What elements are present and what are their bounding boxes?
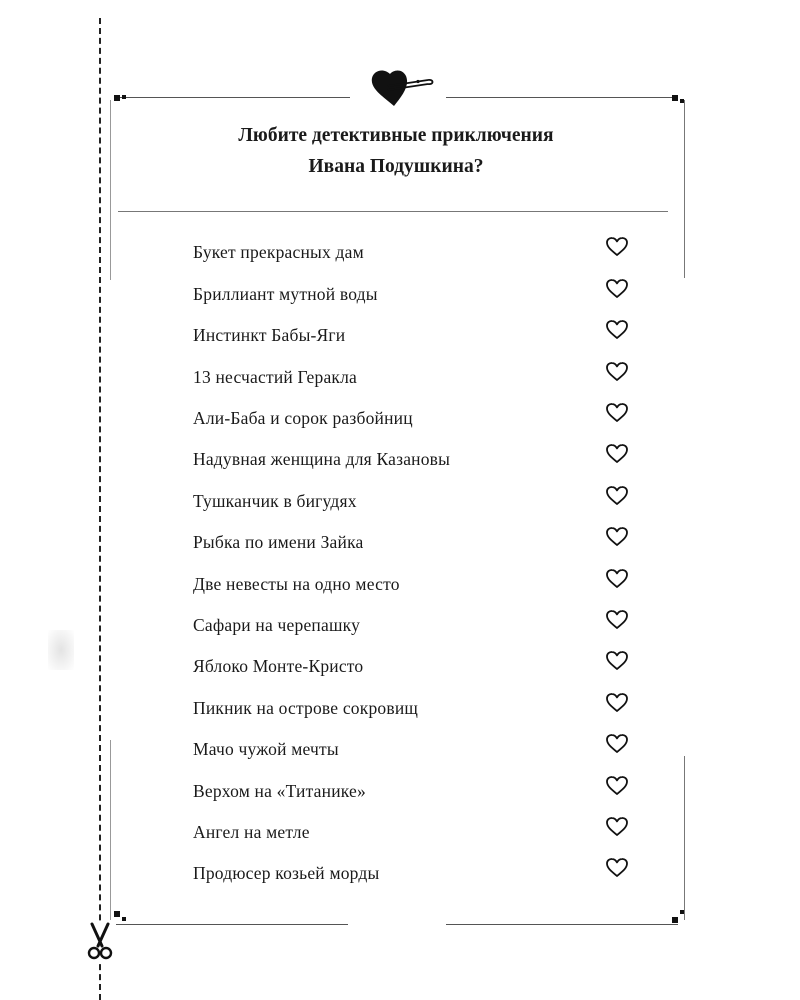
book-title: Букет прекрасных дам <box>193 242 364 262</box>
title-line-2: Ивана Подушкина? <box>308 156 484 177</box>
frame-border-left-lower <box>110 740 111 920</box>
heart-outline-icon[interactable] <box>605 733 629 755</box>
list-item <box>193 236 633 266</box>
list-item <box>193 775 633 805</box>
book-title: Пикник на острове сокровищ <box>193 698 419 718</box>
book-title: Сафари на черепашку <box>193 615 361 635</box>
book-title: Бриллиант мутной воды <box>193 284 378 304</box>
corner-ornament <box>122 917 126 921</box>
book-title: 13 несчастий Геракла <box>193 367 358 387</box>
frame-border-bottom-right <box>446 924 678 925</box>
title-divider <box>118 211 668 212</box>
book-title: Верхом на «Титанике» <box>193 781 366 801</box>
heart-outline-icon[interactable] <box>605 485 629 507</box>
frame-border-left-upper <box>110 100 111 280</box>
corner-ornament <box>114 911 120 917</box>
list-item <box>193 485 633 515</box>
corner-ornament <box>680 99 684 103</box>
list-item <box>193 857 633 887</box>
frame-border-top-right <box>446 97 678 98</box>
corner-ornament <box>672 95 678 101</box>
cut-line <box>99 18 101 1000</box>
heart-with-safety-pin-icon <box>368 64 438 110</box>
frame-border-right-lower <box>684 756 685 920</box>
heart-outline-icon[interactable] <box>605 278 629 300</box>
title-line-1: Любите детективные приключения <box>238 125 554 146</box>
book-title: Инстинкт Бабы-Яги <box>193 325 346 345</box>
heart-outline-icon[interactable] <box>605 775 629 797</box>
book-title: Мачо чужой мечты <box>193 739 339 759</box>
book-title: Продюсер козьей морды <box>193 863 380 883</box>
frame-border-right-upper <box>684 100 685 278</box>
heart-outline-icon[interactable] <box>605 816 629 838</box>
frame-border-bottom-left <box>116 924 348 925</box>
book-title: Надувная женщина для Казановы <box>193 449 451 469</box>
scissors-icon <box>84 922 116 962</box>
heart-outline-icon[interactable] <box>605 857 629 879</box>
book-title: Али-Баба и сорок разбойниц <box>193 408 413 428</box>
heart-outline-icon[interactable] <box>605 650 629 672</box>
list-item <box>193 609 633 639</box>
list-item <box>193 816 633 846</box>
heart-outline-icon[interactable] <box>605 526 629 548</box>
heart-outline-icon[interactable] <box>605 568 629 590</box>
heart-outline-icon[interactable] <box>605 402 629 424</box>
heart-outline-icon[interactable] <box>605 443 629 465</box>
page-title <box>120 120 672 182</box>
heart-outline-icon[interactable] <box>605 319 629 341</box>
book-title: Две невесты на одно место <box>193 574 400 594</box>
heart-outline-icon[interactable] <box>605 236 629 258</box>
book-title: Рыбка по имени Зайка <box>193 532 364 552</box>
book-title: Ангел на метле <box>193 822 310 842</box>
list-item <box>193 361 633 391</box>
corner-ornament <box>680 910 684 914</box>
corner-ornament <box>114 95 120 101</box>
list-item <box>193 278 633 308</box>
heart-outline-icon[interactable] <box>605 609 629 631</box>
list-item <box>193 319 633 349</box>
heart-outline-icon[interactable] <box>605 361 629 383</box>
list-item <box>193 526 633 556</box>
list-item <box>193 402 633 432</box>
corner-ornament <box>672 917 678 923</box>
list-item <box>193 692 633 722</box>
corner-ornament <box>122 95 126 99</box>
scan-smudge <box>48 630 74 670</box>
list-item <box>193 568 633 598</box>
book-title: Яблоко Монте-Кристо <box>193 656 364 676</box>
heart-outline-icon[interactable] <box>605 692 629 714</box>
list-item <box>193 733 633 763</box>
list-item <box>193 443 633 473</box>
list-item <box>193 650 633 680</box>
frame-border-top-left <box>116 97 350 98</box>
book-title: Тушканчик в бигудях <box>193 491 357 511</box>
